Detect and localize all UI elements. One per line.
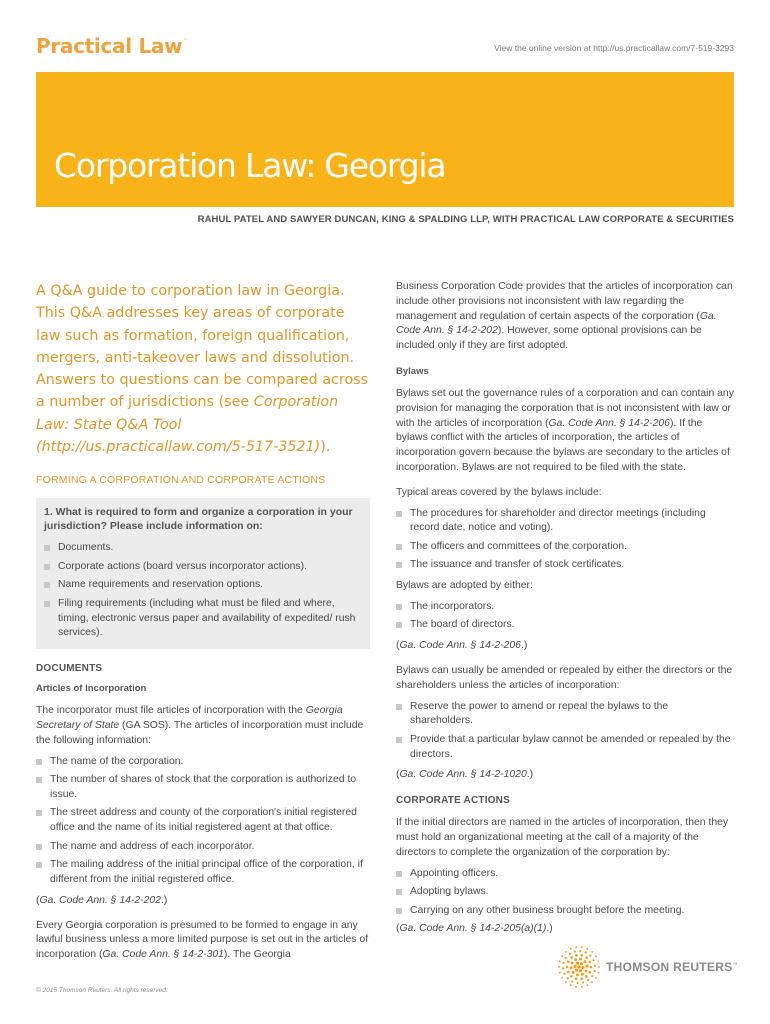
logo-dot (597, 972, 599, 974)
logo-dot (571, 962, 574, 965)
logo-dot (567, 977, 569, 979)
list-item: The number of shares of stock that the corporation is authorized to issue. (36, 773, 370, 803)
articles-paragraph: The incorporator must file articles of incorporation with the Georgia Secretary of State (GA SOS). The articles of incorporation must include the following information: (36, 705, 364, 746)
logo-dot (565, 981, 567, 983)
logo-dot (585, 975, 588, 978)
logo-dot (591, 975, 593, 977)
logo-dot (562, 967, 564, 969)
logo-dot (570, 948, 572, 950)
list-item: Appointing officers. (396, 867, 734, 882)
logo-dot (595, 955, 597, 957)
page-title: Corporation Law: Georgia (54, 146, 446, 185)
logo-dot (571, 980, 573, 982)
square-bullet-icon (44, 601, 50, 607)
logo-dot (575, 969, 578, 972)
amended-list (396, 700, 734, 763)
corporate-actions-paragraph: If the initial directors are named in the articles of incorporation, then they must hold an organizational meeting at the call of a majority of the directors to complete the organization of the corporation by: (396, 817, 729, 858)
statute-citation: Ga. Code Ann. § 14-2-205(a)(1) (399, 923, 547, 935)
statute-citation: Ga. Code Ann. § 14-2-206 (399, 640, 521, 652)
corporate-actions-heading: CORPORATE ACTIONS (396, 795, 510, 807)
logo-dot (567, 960, 570, 963)
list-item: The board of directors. (396, 618, 734, 633)
logo-dot (572, 971, 575, 974)
logo-dot (567, 971, 570, 974)
list-item: The issuance and transfer of stock certificates. (396, 558, 734, 573)
list-item: The name of the corporation. (36, 755, 370, 770)
logo-dot (561, 977, 563, 979)
logo-dot (581, 973, 584, 976)
logo-dot (574, 958, 577, 961)
square-bullet-icon (36, 777, 42, 783)
list-item: Corporate actions (board versus incorporator actions). (44, 560, 360, 575)
list-item: The officers and committees of the corporation. (396, 540, 734, 555)
question-list (44, 541, 360, 641)
amended-paragraph: Bylaws can usually be amended or repealed by either the directors or the shareholders unless the articles of incorporation: (396, 665, 733, 691)
state-qa-tool-link[interactable]: Corporation Law: State Q&A Tool (http://us.practicallaw.com/5-517-3521) (36, 394, 339, 456)
adopted-by-list (396, 600, 734, 633)
square-bullet-icon (396, 544, 402, 550)
logo-dot (570, 966, 573, 969)
logo-dot (561, 955, 563, 957)
statute-citation: Ga. Code Ann. § 14-2-1020 (399, 769, 527, 781)
typical-areas-paragraph: Typical areas covered by the bylaws include: (396, 486, 602, 498)
thomson-reuters-logo (556, 944, 738, 990)
logo-dot (580, 962, 583, 965)
logo-dot (593, 970, 595, 972)
logo-dot (594, 965, 596, 967)
logo-dot (581, 946, 583, 948)
logo-dot (591, 951, 593, 953)
list-item: The procedures for shareholder and director meetings (including record date, notice and voting). (396, 507, 734, 537)
logo-dot (575, 977, 578, 980)
logo-dot (592, 959, 594, 961)
citation-paragraph: (Ga. Code Ann. § 14-2-206.) (396, 640, 528, 652)
square-bullet-icon (396, 889, 402, 895)
square-bullet-icon (36, 862, 42, 868)
logo-dot (576, 973, 579, 976)
list-item: Carrying on any other business brought before the meeting. (396, 904, 734, 919)
logo-dot (558, 966, 560, 968)
logo-dot (598, 966, 600, 968)
authors-line: RAHUL PATEL AND SAWYER DUNCAN, KING & SPALDING LLP, WITH PRACTICAL LAW CORPORATE & SECURITIES (197, 214, 734, 225)
square-bullet-icon (396, 871, 402, 877)
thomson-reuters-dots-icon (556, 944, 602, 990)
logo-dot (565, 951, 567, 953)
square-bullet-icon (396, 562, 402, 568)
list-item: The street address and county of the corporation's initial registered office and the name of its initial registered agent at that office. (36, 806, 370, 836)
square-bullet-icon (44, 545, 50, 551)
logo-dot (570, 975, 573, 978)
logo-dot (589, 961, 592, 964)
section-heading-forming: FORMING A CORPORATION AND CORPORATE ACTIONS (36, 474, 326, 487)
logo-dot (570, 956, 573, 959)
logo-dot (585, 965, 588, 968)
list-item: The incorporators. (396, 600, 734, 615)
logo-dot (576, 962, 579, 965)
logo-dot (559, 972, 561, 974)
square-bullet-icon (36, 810, 42, 816)
logo-dot (565, 957, 567, 959)
thomson-reuters-wordmark: THOMSON REUTERS™ (606, 960, 738, 974)
ga-sos-citation: Georgia Secretary of State (36, 705, 343, 732)
logo-dot (581, 966, 584, 969)
citation-paragraph: (Ga. Code Ann. § 14-2-1020.) (396, 769, 534, 781)
bylaws-paragraph: Bylaws set out the governance rules of a corporation and can contain any provision for managing the corporation that is not inconsistent with law or with the articles of incorporation (Ga. Code Ann. § 14-2-206). If the bylaws conflict with the articles of incorporation, the articles of incorporation govern because the bylaws are secondary to the articles of incorporation. Bylaws are not required to be filed with the state. (396, 387, 734, 473)
bylaws-heading: Bylaws (396, 365, 429, 377)
logo-dot (595, 977, 597, 979)
statute-citation: Ga. Code Ann. § 14-2-301 (102, 949, 224, 961)
bcc-paragraph: Business Corporation Code provides that the articles of incorporation can include other provisions not inconsistent with law regarding the management and regulation of certain aspects of the corporation (Ga. Code Ann. § 14-2-202). However, some optional provisions can be included only if they are first adopted. (396, 281, 733, 352)
logo-dot (570, 984, 572, 986)
list-item: Documents. (44, 541, 360, 556)
logo-dot (591, 981, 593, 983)
question-text: 1. What is required to form and organize a corporation in your jurisdiction? Please include information on: (44, 506, 353, 533)
square-bullet-icon (396, 704, 402, 710)
list-item: Adopting bylaws. (396, 885, 734, 900)
square-bullet-icon (44, 564, 50, 570)
logo-dot (587, 979, 589, 981)
logo-dot (559, 960, 561, 962)
logo-dot (579, 950, 581, 952)
logo-text: Practical Law (36, 34, 183, 58)
logo-dot (573, 965, 576, 968)
logo-dot (584, 969, 587, 972)
logo-dot (566, 966, 569, 969)
copyright-notice: © 2015 Thomson Reuters. All rights reserved. (36, 987, 168, 994)
logo-dot (575, 954, 578, 957)
logo-dot (569, 953, 571, 955)
logo-dot (585, 951, 587, 953)
logo-dot (589, 955, 591, 957)
square-bullet-icon (36, 759, 42, 765)
logo-dot (577, 982, 579, 984)
statute-citation: Ga. Code Ann. § 14-2-202 (396, 310, 717, 337)
logo-dot (575, 986, 577, 988)
logo-dot (585, 956, 588, 959)
logo-dot (590, 966, 593, 969)
logo-dot (575, 946, 577, 948)
logo-dot (562, 962, 564, 964)
documents-heading: DOCUMENTS (36, 663, 103, 675)
list-item: Provide that a particular bylaw cannot be amended or repealed by the directors. (396, 733, 734, 763)
logo-dot (588, 971, 591, 974)
logo-dot (580, 977, 583, 980)
logo-dot (580, 954, 583, 957)
logo-dot (579, 958, 582, 961)
presumed-purpose-paragraph: Every Georgia corporation is presumed to be formed to engage in any lawful business unless a more limited purpose is set out in the articles of incorporation (Ga. Code Ann. § 14-2-301). The Georgia (36, 919, 369, 961)
adopted-by-paragraph: Bylaws are adopted by either: (396, 580, 533, 592)
statute-citation: Ga. Code Ann. § 14-2-206 (548, 417, 670, 429)
left-column (36, 280, 370, 963)
intro-text-end: ). (320, 439, 331, 456)
square-bullet-icon (396, 737, 402, 743)
articles-heading: Articles of Incorporation (36, 683, 147, 695)
list-item: Reserve the power to amend or repeal the bylaws to the shareholders. (396, 700, 734, 730)
logo-dot (586, 984, 588, 986)
intro-text: A Q&A guide to corporation law in Georgia. This Q&A addresses key areas of corporate law such as formation, foreign qualification, mergers, anti-takeover laws and dissolution. Answers to questions can be compared across a number of jurisdictions (see (36, 283, 369, 411)
citation-paragraph: (Ga. Code Ann. § 14-2-205(a)(1).) (396, 923, 553, 935)
logo-dot (579, 969, 582, 972)
square-bullet-icon (36, 844, 42, 850)
logo-dot (577, 965, 581, 969)
citation-paragraph: (Ga. Code Ann. § 14-2-202.) (36, 894, 168, 906)
logo-dot (581, 986, 583, 988)
question-box (36, 498, 370, 649)
logo-dot (597, 961, 599, 963)
intro-paragraph (36, 280, 370, 458)
logo-dot (574, 950, 576, 952)
title-banner (36, 72, 734, 207)
logo-trademark: ™ (183, 38, 188, 44)
typical-areas-list (396, 507, 734, 574)
list-item: The mailing address of the initial principal office of the corporation, if different from the initial registered office. (36, 858, 370, 888)
square-bullet-icon (396, 622, 402, 628)
practical-law-logo (36, 34, 187, 58)
square-bullet-icon (396, 908, 402, 914)
online-version-link[interactable]: View the online version at http://us.practicallaw.com/7-519-3293 (494, 43, 734, 53)
square-bullet-icon (396, 511, 402, 517)
articles-list (36, 755, 370, 888)
logo-dot (586, 948, 588, 950)
corporate-actions-list (396, 867, 734, 919)
logo-dot (583, 960, 586, 963)
right-column (396, 280, 734, 937)
square-bullet-icon (396, 604, 402, 610)
list-item: Name requirements and reservation options. (44, 578, 360, 593)
list-item: The name and address of each incorporator. (36, 840, 370, 855)
statute-citation: Ga. Code Ann. § 14-2-202 (39, 894, 161, 906)
logo-dot (582, 981, 584, 983)
list-item: Filing requirements (including what must be filed and where, timing, electronic versus paper and availability of expedited/ rush services). (44, 597, 360, 641)
square-bullet-icon (44, 582, 50, 588)
logo-dot (563, 973, 565, 975)
